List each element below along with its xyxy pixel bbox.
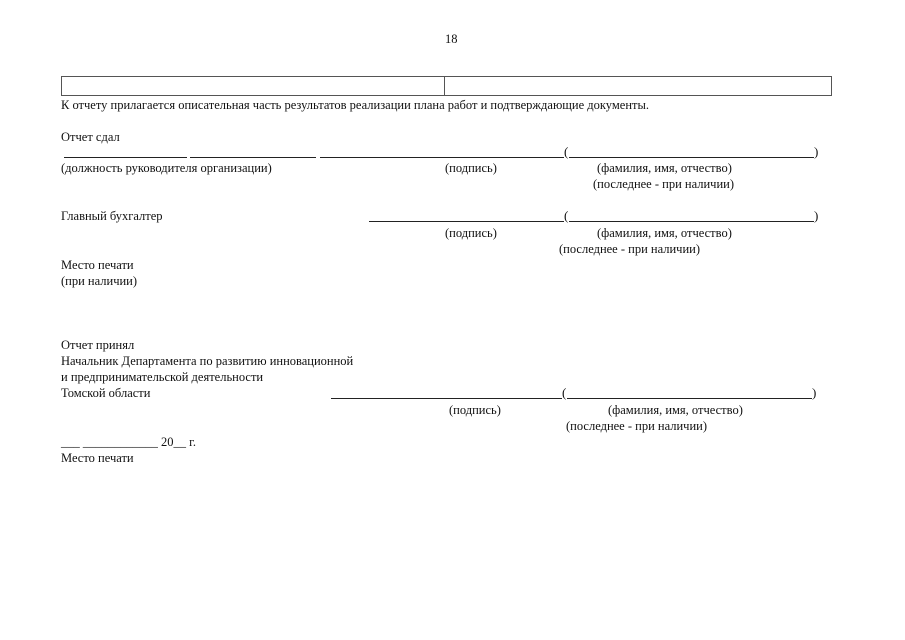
- position-caption: (должность руководителя организации): [61, 161, 272, 175]
- official-title-line3: Томской области: [61, 386, 151, 400]
- chief-accountant-title: Главный бухгалтер: [61, 209, 163, 223]
- signature-line: [331, 398, 562, 399]
- position-line-part2: [190, 157, 316, 158]
- signature-line: [369, 221, 564, 222]
- intro-text: К отчету прилагается описательная часть результатов реализации плана работ и подтверждающие документы.: [61, 98, 650, 112]
- table-row: [62, 77, 832, 96]
- patronymic-caption: (последнее - при наличии): [566, 419, 707, 433]
- close-paren: ): [812, 385, 817, 400]
- table-cell: [62, 77, 445, 96]
- stamp-label: Место печати: [61, 451, 134, 465]
- name-line: [569, 221, 814, 222]
- page-number: 18: [445, 32, 458, 46]
- report-submitted-title: Отчет сдал: [61, 130, 120, 144]
- open-paren: (: [564, 144, 569, 159]
- close-paren: ): [814, 208, 819, 223]
- name-caption: (фамилия, имя, отчество): [597, 226, 732, 240]
- patronymic-caption: (последнее - при наличии): [593, 177, 734, 191]
- official-title-line1: Начальник Департамента по развитию инновационной: [61, 354, 354, 368]
- signature-caption: (подпись): [449, 403, 501, 417]
- name-line: [569, 157, 814, 158]
- name-caption: (фамилия, имя, отчество): [608, 403, 743, 417]
- signature-line: [320, 157, 564, 158]
- name-caption: (фамилия, имя, отчество): [597, 161, 732, 175]
- report-accepted-title: Отчет принял: [61, 338, 135, 352]
- date-line: ___ ____________ 20__ г.: [61, 435, 196, 449]
- table-cell: [445, 77, 832, 96]
- stamp-note: (при наличии): [61, 274, 138, 288]
- patronymic-caption: (последнее - при наличии): [559, 242, 700, 256]
- stamp-label: Место печати: [61, 258, 134, 272]
- close-paren: ): [814, 144, 819, 159]
- summary-table: [61, 76, 832, 96]
- official-title-line2: и предпринимательской деятельности: [61, 370, 264, 384]
- signature-caption: (подпись): [445, 161, 497, 175]
- open-paren: (: [564, 208, 569, 223]
- position-line-part1: [64, 157, 187, 158]
- signature-caption: (подпись): [445, 226, 497, 240]
- name-line: [567, 398, 812, 399]
- open-paren: (: [562, 385, 567, 400]
